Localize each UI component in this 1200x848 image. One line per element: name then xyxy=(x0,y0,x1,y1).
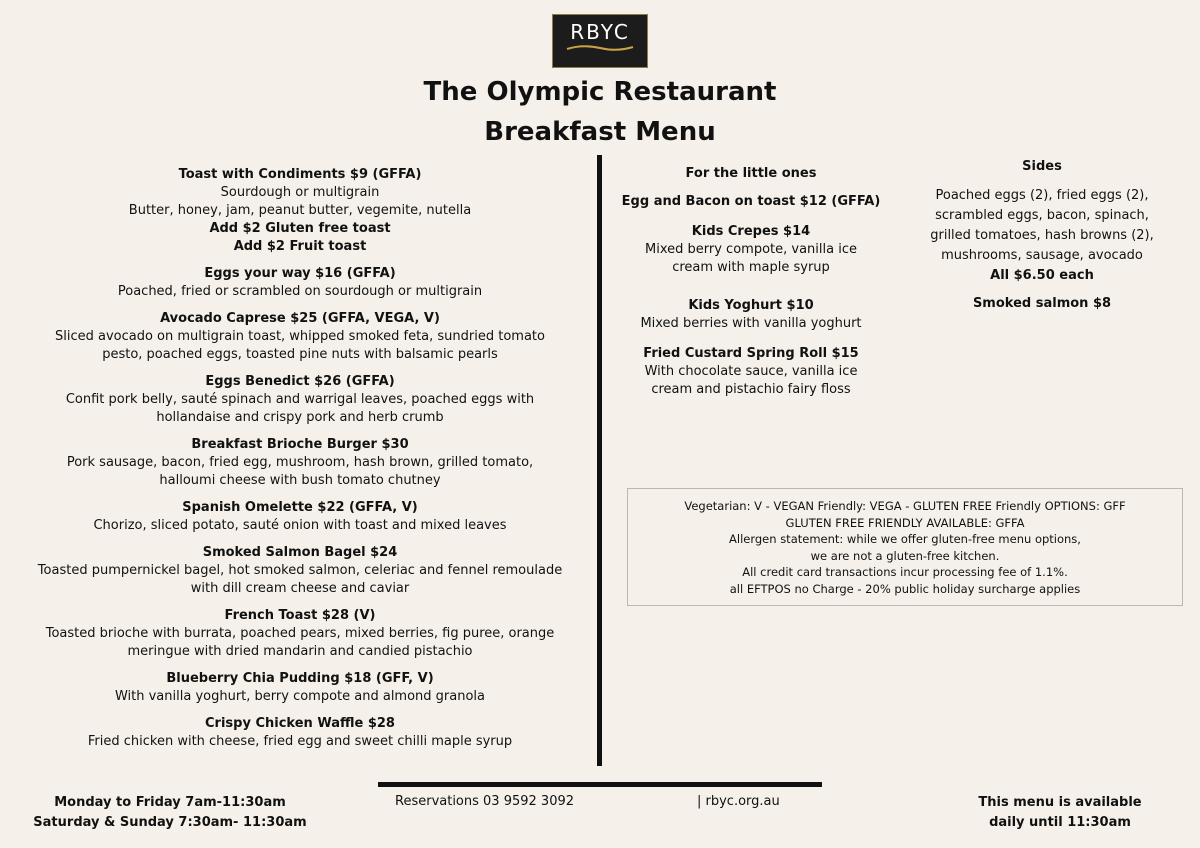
sides-price: All $6.50 each xyxy=(990,268,1094,283)
smoked-salmon-side: Smoked salmon $8 xyxy=(972,296,1112,311)
item-name: Egg and Bacon on toast $12 (GFFA) xyxy=(621,194,881,209)
notice-line: we are not a gluten-free kitchen. xyxy=(810,548,1000,563)
item-name: Breakfast Brioche Burger $30 xyxy=(191,437,409,452)
item-description: Mixed berries with vanilla yoghurt xyxy=(640,316,862,331)
item-description: cream with maple syrup xyxy=(672,260,830,275)
item-name: Crispy Chicken Waffle $28 xyxy=(205,716,395,731)
column-divider xyxy=(597,155,602,766)
menu-item xyxy=(22,265,578,301)
item-name: Eggs Benedict $26 (GFFA) xyxy=(205,374,395,389)
menu-title: Breakfast Menu xyxy=(484,117,716,147)
menu-item xyxy=(620,223,882,277)
main-menu-column xyxy=(22,166,578,760)
notice-line: all EFTPOS no Charge - 20% public holiday surcharge applies xyxy=(729,581,1081,596)
item-name: Smoked Salmon Bagel $24 xyxy=(202,545,398,560)
notice-line: Vegetarian: V - VEGAN Friendly: VEGA - GLUTEN FREE Friendly OPTIONS: GFF xyxy=(684,499,1126,513)
item-description: With chocolate sauce, vanilla ice xyxy=(644,364,858,379)
item-description: With vanilla yoghurt, berry compote and almond granola xyxy=(114,689,486,704)
item-description: meringue with dried mandarin and candied pistachio xyxy=(127,644,473,659)
item-description: Confit pork belly, sauté spinach and warrigal leaves, poached eggs with xyxy=(65,392,535,407)
menu-item xyxy=(22,607,578,661)
footer-divider xyxy=(378,782,822,787)
item-name: French Toast $28 (V) xyxy=(224,608,376,623)
item-description: Poached, fried or scrambled on sourdough or multigrain xyxy=(117,284,483,299)
notice-line: GLUTEN FREE FRIENDLY AVAILABLE: GFFA xyxy=(785,515,1025,530)
availability-note xyxy=(950,793,1170,833)
hours-weekday: Monday to Friday 7am-11:30am xyxy=(54,795,286,810)
rbyc-logo xyxy=(552,14,648,68)
item-description: Butter, honey, jam, peanut butter, vegemite, nutella xyxy=(128,203,472,218)
menu-item xyxy=(620,193,882,211)
item-description: Pork sausage, bacon, fried egg, mushroom, hash brown, grilled tomato, xyxy=(66,455,534,470)
menu-item xyxy=(22,544,578,598)
item-description: Chorizo, sliced potato, sauté onion with toast and mixed leaves xyxy=(93,518,507,533)
dietary-notice-box xyxy=(627,488,1183,606)
item-description: Fried chicken with cheese, fried egg and sweet chilli maple syrup xyxy=(87,734,513,749)
menu-item xyxy=(22,670,578,706)
website-link[interactable]: | rbyc.org.au xyxy=(697,794,780,809)
sides-line: scrambled eggs, bacon, spinach, xyxy=(935,208,1149,223)
sides-column xyxy=(912,158,1172,314)
availability-line: daily until 11:30am xyxy=(989,815,1131,830)
menu-item xyxy=(22,310,578,364)
restaurant-title: The Olympic Restaurant xyxy=(423,77,777,107)
notice-line: Allergen statement: while we offer gluten-free menu options, xyxy=(729,532,1081,546)
notice-line: All credit card transactions incur processing fee of 1.1%. xyxy=(742,565,1068,579)
item-description: pesto, poached eggs, toasted pine nuts with balsamic pearls xyxy=(102,347,498,362)
item-name: Kids Yoghurt $10 xyxy=(688,298,814,313)
opening-hours xyxy=(20,793,320,833)
menu-item xyxy=(22,715,578,751)
item-name: Fried Custard Spring Roll $15 xyxy=(643,346,859,361)
reservations-phone: Reservations 03 9592 3092 xyxy=(395,794,575,809)
item-description: Toasted brioche with burrata, poached pears, mixed berries, fig puree, orange xyxy=(45,626,555,641)
item-description: halloumi cheese with bush tomato chutney xyxy=(159,473,441,488)
logo-mark: RBYC xyxy=(570,20,630,44)
sides-heading: Sides xyxy=(1022,159,1062,174)
sides-line: mushrooms, sausage, avocado xyxy=(941,248,1143,263)
kids-menu-column xyxy=(620,165,882,411)
item-description: cream and pistachio fairy floss xyxy=(651,382,851,397)
menu-item xyxy=(22,436,578,490)
logo-swoosh-icon xyxy=(565,44,635,52)
item-name: Kids Crepes $14 xyxy=(691,224,811,239)
menu-item xyxy=(22,166,578,256)
sides-list xyxy=(912,186,1172,266)
item-addon: Add $2 Fruit toast xyxy=(233,239,367,254)
item-description: hollandaise and crispy pork and herb crumb xyxy=(156,410,444,425)
item-description: Toasted pumpernickel bagel, hot smoked salmon, celeriac and fennel remoulade xyxy=(37,563,563,578)
item-name: Blueberry Chia Pudding $18 (GFF, V) xyxy=(166,671,434,686)
sides-line: Poached eggs (2), fried eggs (2), xyxy=(935,188,1149,203)
item-description: Mixed berry compote, vanilla ice xyxy=(645,242,857,257)
menu-item xyxy=(22,373,578,427)
sides-line: grilled tomatoes, hash browns (2), xyxy=(930,228,1154,243)
item-description: with dill cream cheese and caviar xyxy=(190,581,410,596)
item-addon: Add $2 Gluten free toast xyxy=(209,221,391,236)
item-name: Spanish Omelette $22 (GFFA, V) xyxy=(182,500,418,515)
hours-weekend: Saturday & Sunday 7:30am- 11:30am xyxy=(33,815,307,830)
menu-item xyxy=(620,345,882,399)
item-name: Toast with Condiments $9 (GFFA) xyxy=(178,167,422,182)
availability-line: This menu is available xyxy=(978,795,1142,810)
menu-item xyxy=(22,499,578,535)
item-description: Sliced avocado on multigrain toast, whipped smoked feta, sundried tomato xyxy=(54,329,545,344)
item-description: Sourdough or multigrain xyxy=(220,185,380,200)
kids-heading: For the little ones xyxy=(685,166,817,181)
menu-item xyxy=(620,297,882,333)
item-name: Avocado Caprese $25 (GFFA, VEGA, V) xyxy=(160,311,440,326)
item-name: Eggs your way $16 (GFFA) xyxy=(204,266,396,281)
